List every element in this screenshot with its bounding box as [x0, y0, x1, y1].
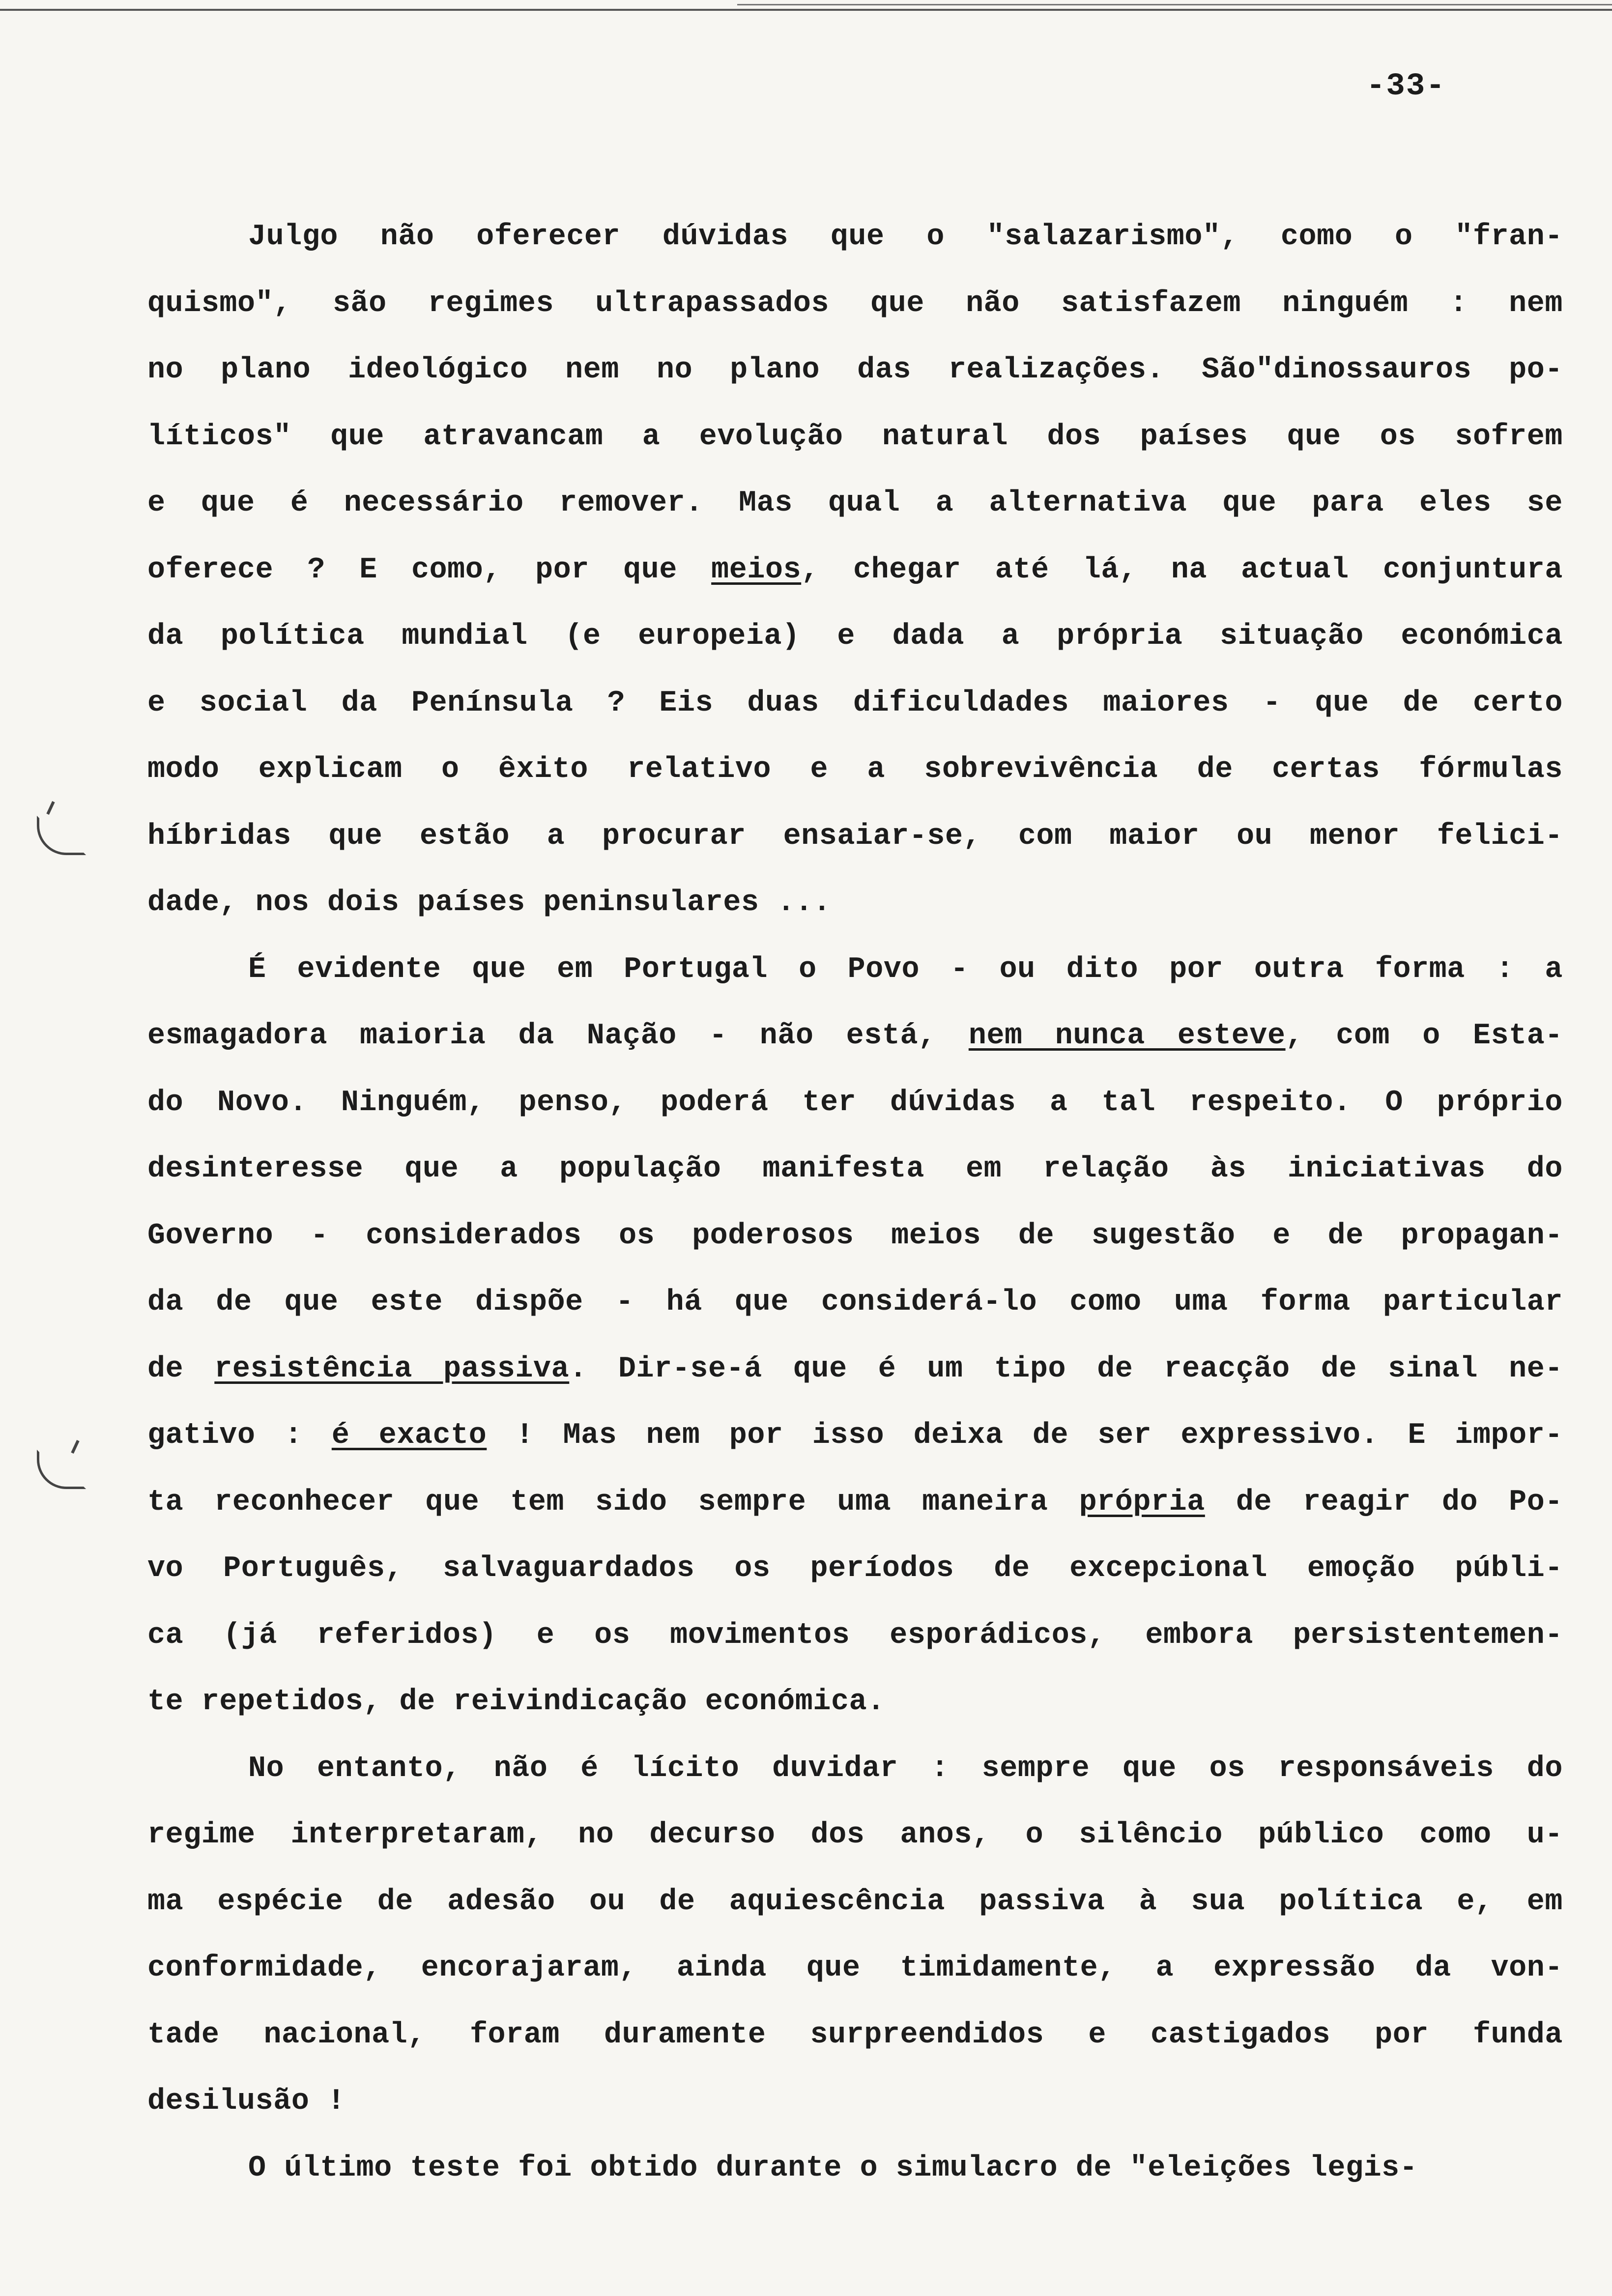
- text-line: [147, 1003, 1563, 1070]
- text-segment: modo explicam o êxito relativo e a sobrevivência de certas fórmulas: [147, 753, 1563, 786]
- text-segment: ta reconhecer que tem sido sempre uma maneira: [147, 1485, 1079, 1519]
- text-line: [147, 404, 1563, 471]
- page-number: -33-: [1366, 69, 1446, 104]
- text-segment: gativo :: [147, 1419, 332, 1452]
- text-segment: no plano ideológico nem no plano das realizações. São"dinossauros po-: [147, 353, 1563, 387]
- text-line: [147, 1269, 1563, 1336]
- underlined-text: resistência passiva: [214, 1352, 570, 1386]
- text-segment: te repetidos, de reivindicação económica.: [147, 1685, 885, 1719]
- text-line: [147, 804, 1563, 870]
- text-segment: esmagadora maioria da Nação - não está,: [147, 1019, 969, 1053]
- text-segment: , chegar até lá, na actual conjuntura: [801, 553, 1563, 587]
- text-line: [147, 1669, 1563, 1736]
- top-rule-secondary: [737, 4, 1612, 5]
- text-segment: conformidade, encorajaram, ainda que timidamente, a expressão da von-: [147, 1952, 1563, 1985]
- text-line: [147, 1336, 1563, 1403]
- text-segment: ma espécie de adesão ou de aquiescência passiva à sua política e, em: [147, 1885, 1563, 1919]
- text-line: [147, 1869, 1563, 1936]
- text-segment: Julgo não oferecer dúvidas que o "salazarismo", como o "fran-: [248, 220, 1563, 254]
- text-segment: regime interpretaram, no decurso dos anos, o silêncio público como u-: [147, 1818, 1563, 1852]
- document-body: [147, 204, 1563, 2202]
- underlined-text: é exacto: [331, 1419, 487, 1452]
- text-line: [147, 2002, 1563, 2069]
- text-segment: híbridas que estão a procurar ensaiar-se, com maior ou menor felici-: [147, 819, 1563, 853]
- text-line: [147, 670, 1563, 737]
- text-line: [147, 2135, 1563, 2202]
- text-line: [147, 1736, 1563, 1803]
- text-segment: No entanto, não é lícito duvidar : sempre que os responsáveis do: [248, 1751, 1563, 1785]
- text-line: [147, 870, 1563, 937]
- text-line: [147, 1469, 1563, 1536]
- text-line: [147, 1403, 1563, 1469]
- text-segment: tade nacional, foram duramente surpreendidos e castigados por funda: [147, 2018, 1563, 2052]
- text-line: [147, 1603, 1563, 1669]
- text-line: [147, 1136, 1563, 1203]
- text-segment: e que é necessário remover. Mas qual a alternativa que para eles se: [147, 487, 1563, 520]
- text-segment: Governo - considerados os poderosos meios de sugestão e de propagan-: [147, 1219, 1563, 1253]
- text-segment: de: [147, 1352, 215, 1386]
- text-line: [147, 470, 1563, 537]
- text-segment: É evidente que em Portugal o Povo - ou dito por outra forma : a: [248, 952, 1563, 986]
- text-line: [147, 937, 1563, 1004]
- underlined-text: nem nunca esteve: [968, 1019, 1286, 1053]
- text-line: [147, 337, 1563, 404]
- text-line: [147, 737, 1563, 804]
- text-segment: ! Mas nem por isso deixa de ser expressivo. E impor-: [487, 1419, 1563, 1452]
- text-line: [147, 603, 1563, 670]
- text-segment: vo Português, salvaguardados os períodos de excepcional emoção públi-: [147, 1552, 1563, 1585]
- text-line: [147, 1203, 1563, 1270]
- text-line: [147, 1536, 1563, 1603]
- text-segment: ca (já referidos) e os movimentos esporádicos, embora persistentemen-: [147, 1618, 1563, 1652]
- text-line: [147, 1935, 1563, 2002]
- text-line: [147, 537, 1563, 604]
- text-segment: desilusão !: [147, 2085, 345, 2118]
- text-segment: . Dir-se-á que é um tipo de reacção de sinal ne-: [569, 1352, 1563, 1386]
- text-segment: do Novo. Ninguém, penso, poderá ter dúvidas a tal respeito. O próprio: [147, 1086, 1563, 1119]
- text-line: [147, 1070, 1563, 1137]
- margin-pencil-tick-1: [46, 801, 55, 815]
- text-line: [147, 271, 1563, 338]
- text-segment: dade, nos dois países peninsulares ...: [147, 886, 832, 919]
- text-segment: O último teste foi obtido durante o simulacro de "eleições legis-: [248, 2151, 1418, 2185]
- underlined-text: meios: [711, 553, 802, 587]
- text-line: [147, 1802, 1563, 1869]
- underlined-text: própria: [1079, 1485, 1205, 1519]
- text-segment: da de que este dispõe - há que considerá-lo como uma forma particular: [147, 1286, 1563, 1319]
- text-segment: , com o Esta-: [1285, 1019, 1563, 1053]
- text-line: [147, 204, 1563, 271]
- text-segment: quismo", são regimes ultrapassados que não satisfazem ninguém : nem: [147, 287, 1563, 320]
- margin-pencil-mark-1: [37, 816, 86, 855]
- text-segment: da política mundial (e europeia) e dada a própria situação económica: [147, 620, 1563, 653]
- text-segment: desinteresse que a população manifesta em relação às iniciativas do: [147, 1152, 1563, 1186]
- margin-pencil-mark-2: [37, 1450, 86, 1489]
- text-line: [147, 2068, 1563, 2135]
- text-segment: e social da Península ? Eis duas dificuldades maiores - que de certo: [147, 686, 1563, 720]
- text-segment: líticos" que atravancam a evolução natural dos países que os sofrem: [147, 420, 1563, 454]
- text-segment: de reagir do Po-: [1205, 1485, 1563, 1519]
- top-rule: [0, 9, 1612, 11]
- text-segment: oferece ? E como, por que: [147, 553, 712, 587]
